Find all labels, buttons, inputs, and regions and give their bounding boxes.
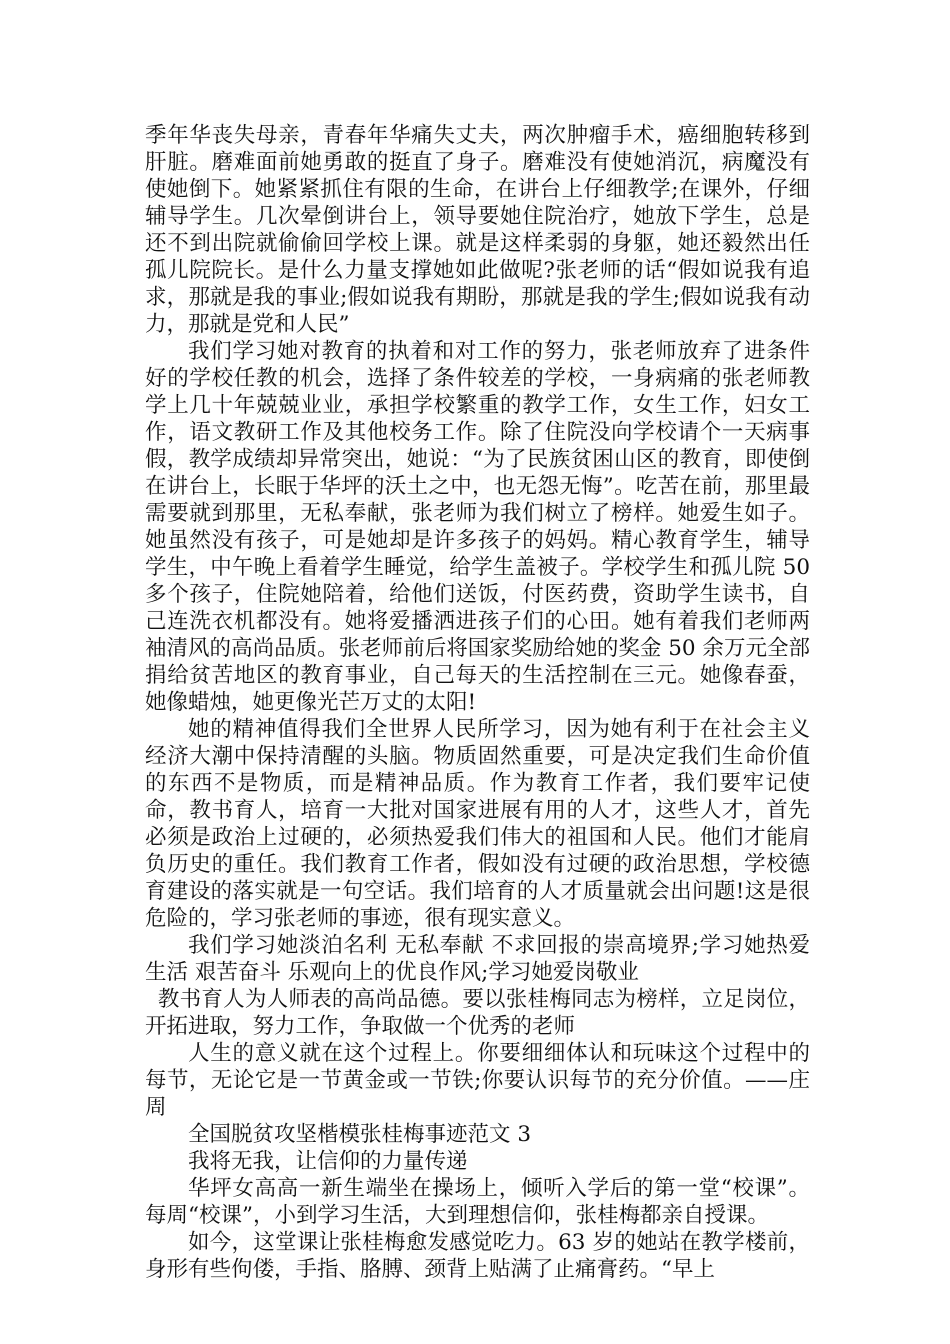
paragraph-5: 教书育人为人师表的高尚品德。要以张桂梅同志为榜样，立足岗位，开拓进取，努力工作，争取做一个优秀的老师 [145, 987, 810, 1039]
section-subtitle: 我将无我，让信仰的力量传递 [188, 1149, 468, 1174]
section-title: 全国脱贫攻坚楷模张桂梅事迹范文 3 [188, 1122, 532, 1147]
paragraph-1: 季年华丧失母亲，青春年华痛失丈夫，两次肿瘤手术，癌细胞转移到肝脏。磨难面前她勇敢的挺直了身子。磨难没有使她消沉，病魔没有使她倒下。她紧紧抓住有限的生命，在讲台上仔细教学;在课外，仔细辅导学生。几次晕倒讲台上，领导要她住院治疗，她放下学生，总是还不到出院就偷偷回学校上课。就是这样柔弱的身躯，她还毅然出任孤儿院院长。是什么力量支撑她如此做呢?张老师的话“假如说我有追求，那就是我的事业;假如说我有期盼，那就是我的学生;假如说我有动力，那就是党和人民” [145, 123, 810, 337]
paragraph-8: 如今，这堂课让张桂梅愈发感觉吃力。63 岁的她站在教学楼前，身形有些佝偻，手指、胳膊、颈背上贴满了止痛膏药。“早上 [145, 1230, 810, 1282]
paragraph-4: 我们学习她淡泊名利 无私奉献 不求回报的崇高境界;学习她热爱生活 艰苦奋斗 乐观向上的优良作风;学习她爱岗敬业 [145, 933, 810, 985]
paragraph-7: 华坪女高高一新生端坐在操场上，倾听入学后的第一堂“校课”。每周“校课”，小到学习生活，大到理想信仰，张桂梅都亲自授课。 [145, 1176, 810, 1228]
paragraph-2: 我们学习她对教育的执着和对工作的努力，张老师放弃了进条件好的学校任教的机会，选择了条件较差的学校，一身病痛的张老师教学上几十年兢兢业业，承担学校繁重的教学工作，女生工作，妇女工作，语文教研工作及其他校务工作。除了住院没向学校请个一天病事假，教学成绩却异常突出，她说：“为了民族贫困山区的教育，即使倒在讲台上，长眠于华坪的沃土之中，也无怨无悔”。吃苦在前，那里最需要就到那里，无私奉献，张老师为我们树立了榜样。她爱生如子。她虽然没有孩子，可是她却是许多孩子的妈妈。精心教育学生，辅导学生，中午晚上看着学生睡觉，给学生盖被子。学校学生和孤儿院 50 多个孩子，住院她陪着，给他们送饭，付医药费，资助学生读书，自己连洗衣机都没有。她将爱播洒进孩子们的心田。她有着我们老师两袖清风的高尚品质。张老师前后将国家奖励给她的奖金 50 余万元全部捐给贫苦地区的教育事业，自己每天的生活控制在三元。她像春蚕，她像蜡烛，她更像光芒万丈的太阳! [145, 339, 810, 715]
paragraph-3: 她的精神值得我们全世界人民所学习，因为她有利于在社会主义经济大潮中保持清醒的头脑。物质固然重要，可是决定我们生命价值的东西不是物质，而是精神品质。作为教育工作者，我们要牢记使命，教书育人，培育一大批对国家进展有用的人才，这些人才，首先必须是政治上过硬的，必须热爱我们伟大的祖国和人民。他们才能肩负历史的重任。我们教育工作者，假如没有过硬的政治思想，学校德育建设的落实就是一句空话。我们培育的人才质量就会出问题!这是很危险的，学习张老师的事迹，很有现实意义。 [145, 717, 810, 931]
document-page [145, 122, 810, 1283]
paragraph-6: 人生的意义就在这个过程上。你要细细体认和玩味这个过程中的每节，无论它是一节黄金或一节铁;你要认识每节的充分价值。——庄周 [145, 1041, 810, 1120]
